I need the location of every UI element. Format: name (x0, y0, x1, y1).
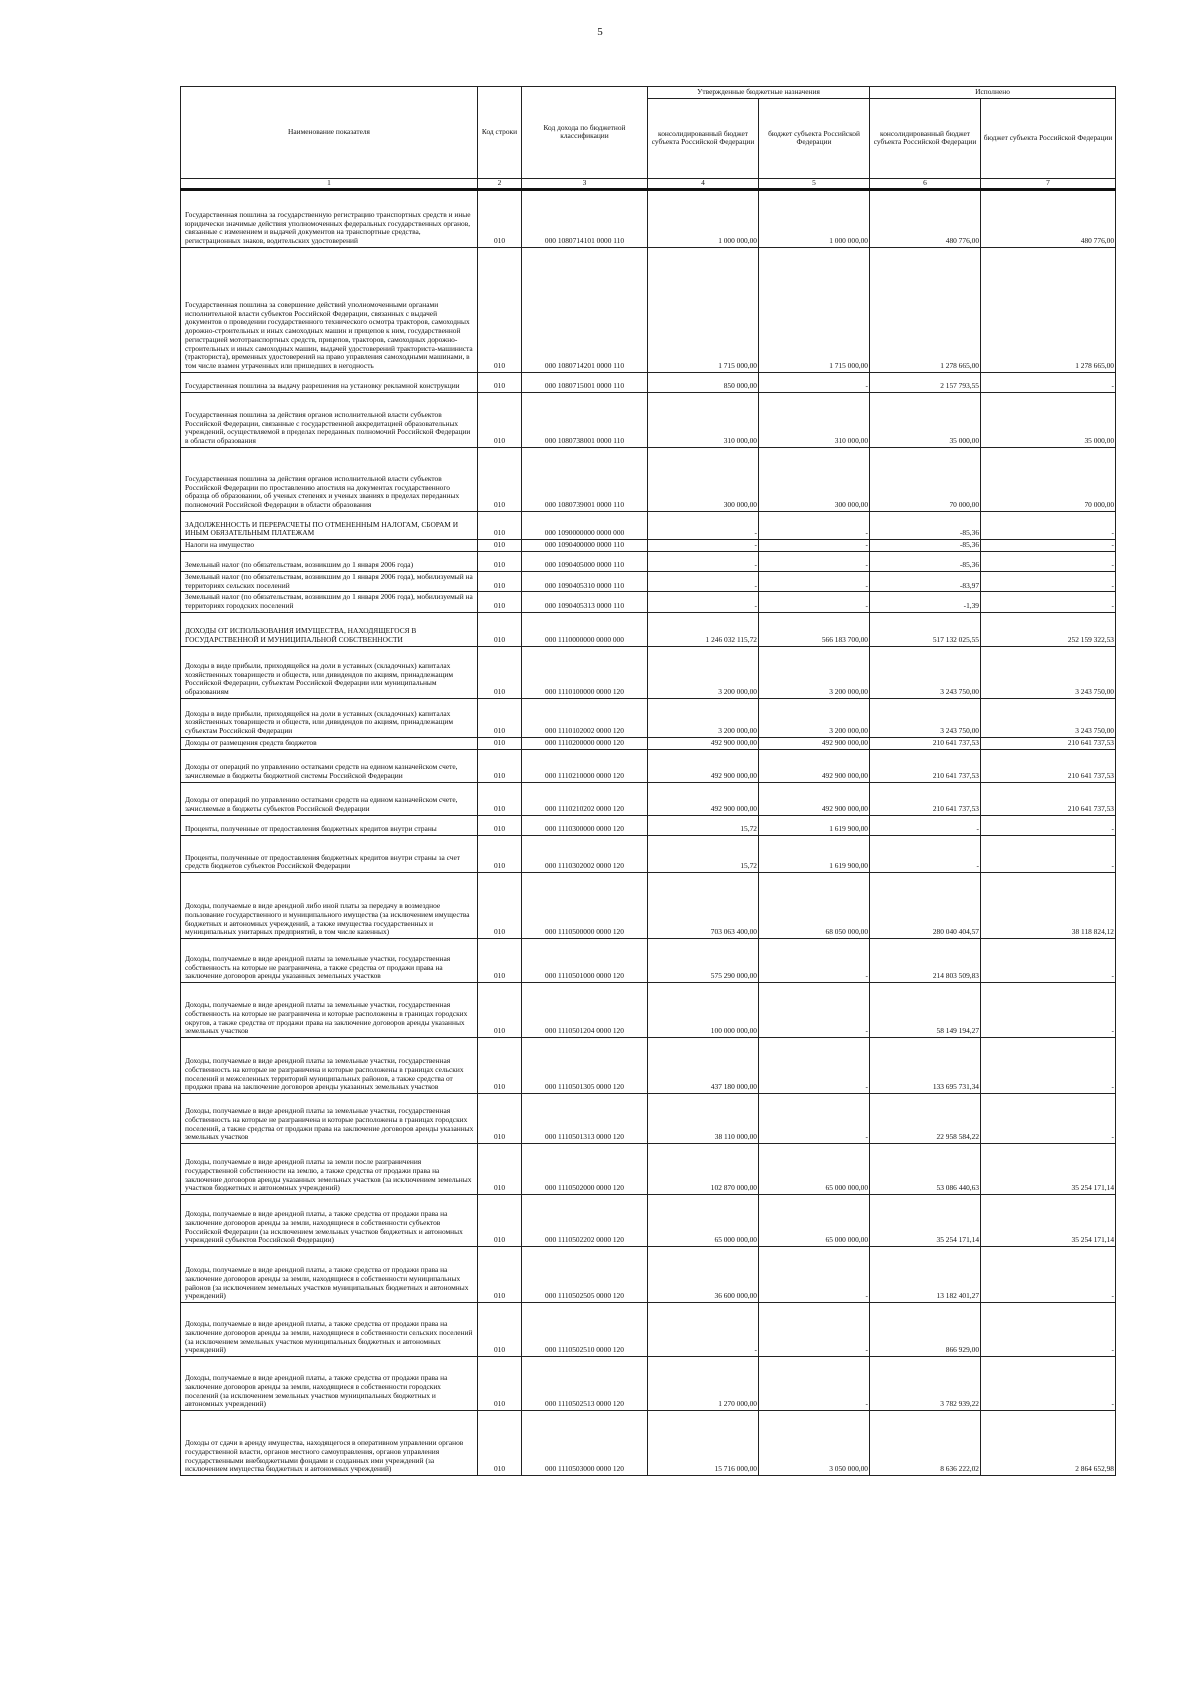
executed-regional-value: - (981, 939, 1116, 983)
row-name: Налоги на имущество (181, 540, 478, 552)
row-budget-code: 000 1080715001 0000 110 (522, 372, 648, 392)
column-number: 5 (759, 178, 870, 189)
header-approved-consolidated: консолидированный бюджет субъекта Российской Федерации (648, 98, 759, 178)
executed-regional-value: - (981, 571, 1116, 591)
executed-consolidated-value: -85,36 (870, 551, 981, 571)
table-row (181, 1411, 1116, 1476)
header-executed-consolidated: консолидированный бюджет субъекта Российской Федерации (870, 98, 981, 178)
approved-consolidated-value: - (648, 551, 759, 571)
table-row (181, 1303, 1116, 1357)
table-row (181, 540, 1116, 552)
table-row (181, 372, 1116, 392)
column-number: 3 (522, 178, 648, 189)
row-name: Доходы, получаемые в виде арендной платы, а также средства от продажи права на заключение договоров аренды за земли, находящиеся в собственности субъектов Российской Федерации (за исключением земельных участков бюджетных и автономных учреждений субъектов Российской Федерации) (181, 1195, 478, 1247)
executed-consolidated-value: 70 000,00 (870, 447, 981, 511)
executed-regional-value: - (981, 983, 1116, 1038)
table-row (181, 815, 1116, 835)
row-budget-code: 000 1110502000 0000 120 (522, 1144, 648, 1195)
approved-regional-value: - (759, 372, 870, 392)
row-code: 010 (478, 189, 522, 247)
approved-consolidated-value: - (648, 592, 759, 612)
executed-consolidated-value: 53 086 440,63 (870, 1144, 981, 1195)
row-budget-code: 000 1090405310 0000 110 (522, 571, 648, 591)
row-code: 010 (478, 835, 522, 872)
column-number: 4 (648, 178, 759, 189)
table-row (181, 392, 1116, 447)
executed-regional-value: 3 243 750,00 (981, 698, 1116, 737)
table-row (181, 737, 1116, 749)
page-number: 5 (597, 26, 603, 38)
executed-consolidated-value: -85,36 (870, 540, 981, 552)
executed-consolidated-value: 3 243 750,00 (870, 698, 981, 737)
executed-regional-value: - (981, 372, 1116, 392)
approved-consolidated-value: 15,72 (648, 815, 759, 835)
approved-regional-value: 566 183 700,00 (759, 612, 870, 646)
row-code: 010 (478, 815, 522, 835)
row-code: 010 (478, 247, 522, 372)
row-budget-code: 000 1110300000 0000 120 (522, 815, 648, 835)
table-row (181, 698, 1116, 737)
row-name: Доходы, получаемые в виде арендной платы за земельные участки, государственная собственность на которые не разграничена и которые расположены в границах городских округов, а также средства от продажи права на заключение договоров аренды указанных земельных участков (181, 983, 478, 1038)
row-budget-code: 000 1110501204 0000 120 (522, 983, 648, 1038)
header-group-approved: Утвержденные бюджетные назначения (648, 87, 870, 99)
approved-regional-value: - (759, 511, 870, 539)
approved-consolidated-value: 575 290 000,00 (648, 939, 759, 983)
approved-consolidated-value: 1 715 000,00 (648, 247, 759, 372)
executed-regional-value: - (981, 540, 1116, 552)
row-code: 010 (478, 511, 522, 539)
table-row (181, 1038, 1116, 1094)
executed-consolidated-value: 8 636 222,02 (870, 1411, 981, 1476)
table-row (181, 939, 1116, 983)
row-budget-code: 000 1080714201 0000 110 (522, 247, 648, 372)
approved-regional-value: - (759, 551, 870, 571)
approved-regional-value: 3 200 000,00 (759, 646, 870, 698)
approved-consolidated-value: 1 000 000,00 (648, 189, 759, 247)
executed-consolidated-value: 214 803 509,83 (870, 939, 981, 983)
approved-regional-value: 1 715 000,00 (759, 247, 870, 372)
row-code: 010 (478, 1195, 522, 1247)
executed-regional-value: - (981, 815, 1116, 835)
row-code: 010 (478, 749, 522, 782)
executed-consolidated-value: 1 278 665,00 (870, 247, 981, 372)
approved-consolidated-value: - (648, 1303, 759, 1357)
row-name: ДОХОДЫ ОТ ИСПОЛЬЗОВАНИЯ ИМУЩЕСТВА, НАХОДЯЩЕГОСЯ В ГОСУДАРСТВЕННОЙ И МУНИЦИПАЛЬНОЙ СОБСТВЕННОСТИ (181, 612, 478, 646)
header-row-code: Код строки (478, 87, 522, 179)
approved-regional-value: - (759, 1038, 870, 1094)
executed-regional-value: 2 864 652,98 (981, 1411, 1116, 1476)
row-budget-code: 000 1110500000 0000 120 (522, 873, 648, 939)
row-budget-code: 000 1110501000 0000 120 (522, 939, 648, 983)
table-row (181, 782, 1116, 815)
approved-consolidated-value: 1 246 032 115,72 (648, 612, 759, 646)
executed-consolidated-value: - (870, 835, 981, 872)
row-name: Земельный налог (по обязательствам, возникшим до 1 января 2006 года), мобилизуемый на территориях сельских поселений (181, 571, 478, 591)
row-budget-code: 000 1110502505 0000 120 (522, 1247, 648, 1303)
table-row (181, 1247, 1116, 1303)
executed-consolidated-value: -1,39 (870, 592, 981, 612)
approved-consolidated-value: 300 000,00 (648, 447, 759, 511)
row-code: 010 (478, 551, 522, 571)
executed-consolidated-value: 866 929,00 (870, 1303, 981, 1357)
approved-regional-value: 1 000 000,00 (759, 189, 870, 247)
executed-consolidated-value: 3 782 939,22 (870, 1357, 981, 1411)
approved-regional-value: 3 200 000,00 (759, 698, 870, 737)
executed-consolidated-value: 133 695 731,34 (870, 1038, 981, 1094)
table-row (181, 447, 1116, 511)
row-name: Доходы в виде прибыли, приходящейся на доли в уставных (складочных) капиталах хозяйственных товариществ и обществ, или дивидендов по акциям, принадлежащим Российской Федерации, субъектам Российской Федерации или муниципальным образованиям (181, 646, 478, 698)
row-budget-code: 000 1110501305 0000 120 (522, 1038, 648, 1094)
row-budget-code: 000 1110000000 0000 000 (522, 612, 648, 646)
table-row (181, 1357, 1116, 1411)
executed-consolidated-value: 210 641 737,53 (870, 749, 981, 782)
row-name: Доходы, получаемые в виде арендной платы за земельные участки, государственная собственность на которые не разграничена, а также средства от продажи права на заключение договоров аренды указанных земельных участков (181, 939, 478, 983)
row-code: 010 (478, 698, 522, 737)
row-name: Доходы, получаемые в виде арендной платы, а также средства от продажи права на заключение договоров аренды за земли, находящиеся в собственности муниципальных районов (за исключением земельных участков муниципальных бюджетных и автономных учреждений) (181, 1247, 478, 1303)
executed-consolidated-value: 480 776,00 (870, 189, 981, 247)
row-code: 010 (478, 612, 522, 646)
row-code: 010 (478, 646, 522, 698)
row-budget-code: 000 1110502510 0000 120 (522, 1303, 648, 1357)
approved-consolidated-value: 492 900 000,00 (648, 782, 759, 815)
approved-consolidated-value: 15,72 (648, 835, 759, 872)
executed-consolidated-value: 210 641 737,53 (870, 737, 981, 749)
approved-regional-value: 1 619 900,00 (759, 835, 870, 872)
approved-consolidated-value: - (648, 511, 759, 539)
executed-regional-value: 35 254 171,14 (981, 1195, 1116, 1247)
approved-consolidated-value: 1 270 000,00 (648, 1357, 759, 1411)
table-row (181, 749, 1116, 782)
header-executed-regional: бюджет субъекта Российской Федерации (981, 98, 1116, 178)
row-name: Доходы, получаемые в виде арендной платы за земли после разграничения государственной собственности на землю, а также средства от продажи права на заключение договоров аренды указанных земельных участков (за исключением земельных участков бюджетных и автономных учреждений) (181, 1144, 478, 1195)
approved-consolidated-value: - (648, 571, 759, 591)
row-code: 010 (478, 447, 522, 511)
executed-regional-value: - (981, 592, 1116, 612)
row-name: Доходы, получаемые в виде арендной платы, а также средства от продажи права на заключение договоров аренды за земли, находящиеся в собственности сельских поселений (за исключением земельных участков муниципальных бюджетных и автономных учреждений) (181, 1303, 478, 1357)
executed-consolidated-value: 22 958 584,22 (870, 1094, 981, 1144)
executed-consolidated-value: 517 132 025,55 (870, 612, 981, 646)
row-code: 010 (478, 1357, 522, 1411)
row-name: Проценты, полученные от предоставления бюджетных кредитов внутри страны за счет средств бюджетов субъектов Российской Федерации (181, 835, 478, 872)
executed-regional-value: 35 254 171,14 (981, 1144, 1116, 1195)
executed-consolidated-value: -83,97 (870, 571, 981, 591)
approved-regional-value: 1 619 900,00 (759, 815, 870, 835)
row-budget-code: 000 1090000000 0000 000 (522, 511, 648, 539)
approved-regional-value: 3 050 000,00 (759, 1411, 870, 1476)
row-name: Доходы от сдачи в аренду имущества, находящегося в оперативном управлении органов государственной власти, органов местного самоуправления, органов управления государственными внебюджетными фондами и созданных ими учреждений (за исключением имущества бюджетных и автономных учреждений) (181, 1411, 478, 1476)
approved-consolidated-value: 492 900 000,00 (648, 749, 759, 782)
table-row (181, 247, 1116, 372)
row-code: 010 (478, 540, 522, 552)
executed-regional-value: 35 000,00 (981, 392, 1116, 447)
executed-regional-value: 210 641 737,53 (981, 782, 1116, 815)
executed-consolidated-value: 3 243 750,00 (870, 646, 981, 698)
row-name: Государственная пошлина за действия органов исполнительной власти субъектов Российской Федерации, связанные с государственной аккредитацией образовательных учреждений, осуществляемой в пределах переданных полномочий Российской Федерации в области образования (181, 392, 478, 447)
approved-consolidated-value: 100 000 000,00 (648, 983, 759, 1038)
approved-regional-value: - (759, 1303, 870, 1357)
row-code: 010 (478, 1094, 522, 1144)
executed-regional-value: - (981, 1094, 1116, 1144)
table-row (181, 612, 1116, 646)
row-budget-code: 000 1110302002 0000 120 (522, 835, 648, 872)
row-name: Государственная пошлина за выдачу разрешения на установку рекламной конструкции (181, 372, 478, 392)
executed-consolidated-value: 2 157 793,55 (870, 372, 981, 392)
approved-consolidated-value: 492 900 000,00 (648, 737, 759, 749)
approved-regional-value: 65 000 000,00 (759, 1195, 870, 1247)
approved-regional-value: 68 050 000,00 (759, 873, 870, 939)
executed-regional-value: 38 118 824,12 (981, 873, 1116, 939)
row-budget-code: 000 1090405313 0000 110 (522, 592, 648, 612)
row-code: 010 (478, 1144, 522, 1195)
approved-consolidated-value: 38 110 000,00 (648, 1094, 759, 1144)
executed-consolidated-value: 13 182 401,27 (870, 1247, 981, 1303)
table-row (181, 873, 1116, 939)
table-row (181, 1195, 1116, 1247)
row-budget-code: 000 1110210000 0000 120 (522, 749, 648, 782)
executed-regional-value: - (981, 1357, 1116, 1411)
row-name: Доходы в виде прибыли, приходящейся на доли в уставных (складочных) капиталах хозяйственных товариществ и обществ, или дивидендов по акциям, принадлежащим субъектам Российской Федерации (181, 698, 478, 737)
row-budget-code: 000 1110100000 0000 120 (522, 646, 648, 698)
approved-regional-value: 300 000,00 (759, 447, 870, 511)
executed-regional-value: - (981, 511, 1116, 539)
executed-regional-value: 1 278 665,00 (981, 247, 1116, 372)
row-name: Доходы от операций по управлению остатками средств на едином казначейском счете, зачисляемые в бюджеты субъектов Российской Федерации (181, 782, 478, 815)
table-row (181, 551, 1116, 571)
row-name: Государственная пошлина за совершение действий уполномоченными органами исполнительной власти субъектов Российской Федерации, связанных с выдачей документов о проведении государственного технического осмотра тракторов, самоходных дорожно-строительных и иных самоходных машин и прицепов к ним, государственной регистрацией мототранспортных средств, прицепов, тракторов, самоходных дорожно-строительных и иных самоходных машин, выдачей удостоверений тракториста-машиниста (тракториста), временных удостоверений на право управления самоходными машинами, в том числе взамен утраченных или пришедших в негодность (181, 247, 478, 372)
column-number: 2 (478, 178, 522, 189)
row-code: 010 (478, 571, 522, 591)
approved-consolidated-value: 437 180 000,00 (648, 1038, 759, 1094)
approved-consolidated-value: 65 000 000,00 (648, 1195, 759, 1247)
row-budget-code: 000 1110501313 0000 120 (522, 1094, 648, 1144)
approved-regional-value: - (759, 1357, 870, 1411)
row-code: 010 (478, 1411, 522, 1476)
row-code: 010 (478, 782, 522, 815)
table-row (181, 571, 1116, 591)
executed-consolidated-value: - (870, 815, 981, 835)
approved-regional-value: - (759, 983, 870, 1038)
approved-regional-value: - (759, 540, 870, 552)
row-name: ЗАДОЛЖЕННОСТЬ И ПЕРЕРАСЧЕТЫ ПО ОТМЕНЕННЫМ НАЛОГАМ, СБОРАМ И ИНЫМ ОБЯЗАТЕЛЬНЫМ ПЛАТЕЖАМ (181, 511, 478, 539)
row-budget-code: 000 1110502202 0000 120 (522, 1195, 648, 1247)
row-name: Доходы, получаемые в виде арендной платы за земельные участки, государственная собственность на которые не разграничена и которые расположены в границах городских поселений, а также средства от продажи права на заключение договоров аренды указанных земельных участков (181, 1094, 478, 1144)
executed-consolidated-value: -85,36 (870, 511, 981, 539)
executed-regional-value: - (981, 551, 1116, 571)
row-budget-code: 000 1080714101 0000 110 (522, 189, 648, 247)
approved-consolidated-value: 3 200 000,00 (648, 646, 759, 698)
table-row (181, 189, 1116, 247)
column-number: 1 (181, 178, 478, 189)
column-number-row (181, 178, 1116, 189)
row-name: Доходы, получаемые в виде арендной платы за земельные участки, государственная собственность на которые не разграничена и которые расположены в границах сельских поселений и межселенных территорий муниципальных районов, а также средства от продажи права на заключение договоров аренды указанных земельных участков (181, 1038, 478, 1094)
approved-regional-value: 492 900 000,00 (759, 782, 870, 815)
approved-consolidated-value: 703 063 400,00 (648, 873, 759, 939)
row-budget-code: 000 1090400000 0000 110 (522, 540, 648, 552)
approved-consolidated-value: - (648, 540, 759, 552)
row-name: Доходы, получаемые в виде арендной платы, а также средства от продажи права на заключение договоров аренды за земли, находящиеся в собственности городских поселений (за исключением земельных участков муниципальных бюджетных и автономных учреждений) (181, 1357, 478, 1411)
executed-consolidated-value: 35 254 171,14 (870, 1195, 981, 1247)
row-name: Доходы от размещения средств бюджетов (181, 737, 478, 749)
row-budget-code: 000 1110503000 0000 120 (522, 1411, 648, 1476)
row-name: Земельный налог (по обязательствам, возникшим до 1 января 2006 года) (181, 551, 478, 571)
row-code: 010 (478, 392, 522, 447)
executed-regional-value: 210 641 737,53 (981, 737, 1116, 749)
row-code: 010 (478, 592, 522, 612)
row-name: Проценты, полученные от предоставления бюджетных кредитов внутри страны (181, 815, 478, 835)
budget-execution-table (180, 86, 1116, 1476)
executed-regional-value: 480 776,00 (981, 189, 1116, 247)
executed-regional-value: - (981, 1038, 1116, 1094)
table-row (181, 646, 1116, 698)
approved-consolidated-value: 102 870 000,00 (648, 1144, 759, 1195)
row-budget-code: 000 1080739001 0000 110 (522, 447, 648, 511)
approved-consolidated-value: 15 716 000,00 (648, 1411, 759, 1476)
row-code: 010 (478, 737, 522, 749)
executed-consolidated-value: 58 149 194,27 (870, 983, 981, 1038)
executed-consolidated-value: 210 641 737,53 (870, 782, 981, 815)
header-budget-code: Код дохода по бюджетной классификации (522, 87, 648, 179)
column-number: 7 (981, 178, 1116, 189)
table-row (181, 592, 1116, 612)
table-row (181, 835, 1116, 872)
row-code: 010 (478, 372, 522, 392)
row-budget-code: 000 1090405000 0000 110 (522, 551, 648, 571)
row-code: 010 (478, 873, 522, 939)
approved-consolidated-value: 850 000,00 (648, 372, 759, 392)
executed-regional-value: 70 000,00 (981, 447, 1116, 511)
approved-consolidated-value: 3 200 000,00 (648, 698, 759, 737)
table-row (181, 1144, 1116, 1195)
approved-regional-value: 310 000,00 (759, 392, 870, 447)
row-code: 010 (478, 1247, 522, 1303)
column-number: 6 (870, 178, 981, 189)
executed-regional-value: - (981, 835, 1116, 872)
approved-regional-value: - (759, 1094, 870, 1144)
row-name: Государственная пошлина за действия органов исполнительной власти субъектов Российской Федерации по проставлению апостиля на документах государственного образца об образовании, об ученых степенях и ученых званиях в пределах переданных полномочий Российской Федерации в области образования (181, 447, 478, 511)
row-budget-code: 000 1110502513 0000 120 (522, 1357, 648, 1411)
approved-regional-value: - (759, 939, 870, 983)
table-row (181, 1094, 1116, 1144)
row-name: Доходы от операций по управлению остатками средств на едином казначейском счете, зачисляемые в бюджеты бюджетной системы Российской Федерации (181, 749, 478, 782)
row-code: 010 (478, 939, 522, 983)
header-indicator-name: Наименование показателя (181, 87, 478, 179)
row-budget-code: 000 1110210202 0000 120 (522, 782, 648, 815)
row-code: 010 (478, 1038, 522, 1094)
approved-regional-value: 492 900 000,00 (759, 737, 870, 749)
approved-consolidated-value: 36 600 000,00 (648, 1247, 759, 1303)
row-budget-code: 000 1080738001 0000 110 (522, 392, 648, 447)
header-approved-regional: бюджет субъекта Российской Федерации (759, 98, 870, 178)
row-code: 010 (478, 1303, 522, 1357)
executed-consolidated-value: 280 040 404,57 (870, 873, 981, 939)
executed-regional-value: - (981, 1303, 1116, 1357)
row-budget-code: 000 1110102002 0000 120 (522, 698, 648, 737)
approved-regional-value: - (759, 1247, 870, 1303)
row-name: Доходы, получаемые в виде арендной либо иной платы за передачу в возмездное пользование государственного и муниципального имущества (за исключением имущества бюджетных и автономных учреждений, а также имущества государственных и муниципальных унитарных предприятий, в том числе казенных) (181, 873, 478, 939)
row-code: 010 (478, 983, 522, 1038)
table-row (181, 511, 1116, 539)
header-group-executed: Исполнено (870, 87, 1116, 99)
executed-consolidated-value: 35 000,00 (870, 392, 981, 447)
executed-regional-value: 210 641 737,53 (981, 749, 1116, 782)
approved-consolidated-value: 310 000,00 (648, 392, 759, 447)
row-budget-code: 000 1110200000 0000 120 (522, 737, 648, 749)
row-name: Государственная пошлина за государственную регистрацию транспортных средств и иные юридически значимые действия уполномоченных федеральных государственных органов, связанные с изменением и выдачей документов на транспортные средства, регистрационных знаков, водительских удостоверений (181, 189, 478, 247)
approved-regional-value: - (759, 571, 870, 591)
executed-regional-value: 3 243 750,00 (981, 646, 1116, 698)
executed-regional-value: 252 159 322,53 (981, 612, 1116, 646)
row-name: Земельный налог (по обязательствам, возникшим до 1 января 2006 года), мобилизуемый на территориях городских поселений (181, 592, 478, 612)
table-row (181, 983, 1116, 1038)
approved-regional-value: - (759, 592, 870, 612)
executed-regional-value: - (981, 1247, 1116, 1303)
approved-regional-value: 65 000 000,00 (759, 1144, 870, 1195)
approved-regional-value: 492 900 000,00 (759, 749, 870, 782)
